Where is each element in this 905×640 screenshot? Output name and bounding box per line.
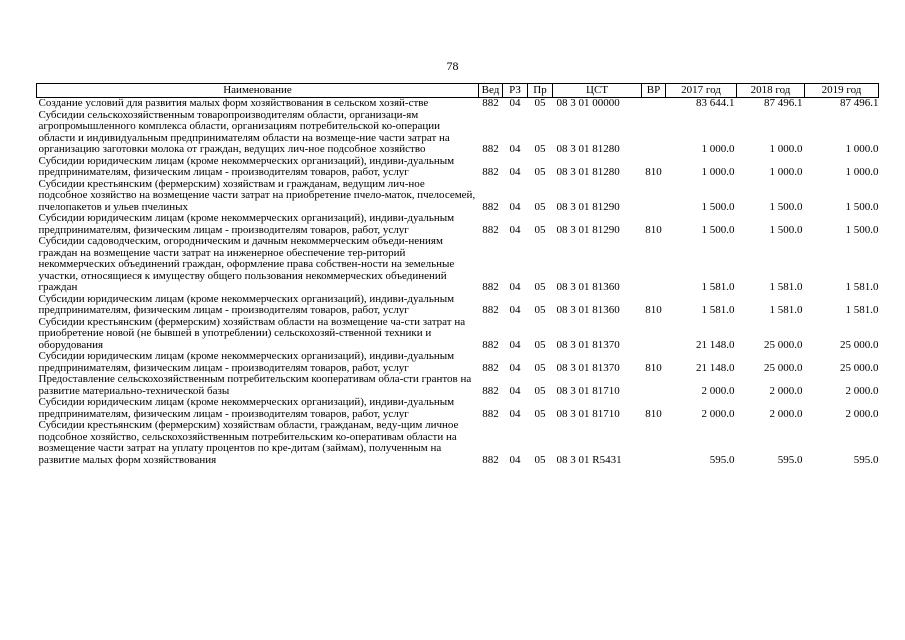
cell-rz: 04 [509,281,521,293]
cell-name: Субсидии юридическим лицам (кроме некоммерческих организаций), индиви-дуальным предпринимателям, физическим лицам - производителям товаров, работ, услуг [38,154,455,178]
cell-rz: 04 [509,166,521,178]
cell-vr: 810 [645,304,662,316]
cell-2018: 87 496.1 [764,97,803,109]
table-row [37,213,879,236]
cell-cst: 08 3 01 81370 [556,361,620,374]
cell-2018: 1 000.0 [769,143,803,155]
table-row [37,156,879,179]
cell-name: Субсидии крестьянским (фермерским) хозяйствам области, гражданам, веду-щим личное подсобное хозяйство, сельскохозяйственным потребительским ко-оперативам области на возмещение части затрат на уплату процентов по кре-дитам (займам), полученным на развитие малых форм хозяйствования [38,419,459,466]
table-header [37,84,879,98]
cell-2018: 2 000.0 [769,407,803,420]
cell-name: Субсидии садоводческим, огородническим и дачным некоммерческим объеди-нениям граждан на возмещение части затрат на инженерное обеспечение тер-риторий некоммерческих объединений граждан, оформление права собствен-ности на земельные участки, относящиеся к имуществу общего пользования некоммерческих объединений граждан [38,235,455,293]
cell-rz: 04 [509,384,521,397]
cell-cst: 08 3 01 81710 [556,407,620,420]
cell-vr [642,420,666,466]
cell-ved: 882 [482,223,499,236]
cell-pr: 05 [534,200,546,213]
column-header-vr: ВР [642,84,666,98]
cell-ved: 882 [482,166,499,178]
cell-2018: 1 581.0 [769,281,803,293]
column-header-2019: 2019 год [805,84,879,98]
cell-cst: 08 3 01 81280 [556,143,620,155]
cell-rz: 04 [509,361,521,374]
cell-2018: 2 000.0 [769,384,803,397]
cell-ved: 882 [482,384,499,397]
cell-2019: 1 581.0 [845,304,879,316]
column-header-ved: Вед [479,84,503,98]
cell-pr: 05 [534,281,546,293]
cell-cst: 08 3 01 00000 [556,97,620,109]
cell-cst: 08 3 01 81360 [556,304,620,316]
column-header-2018: 2018 год [737,84,805,98]
cell-pr: 05 [534,143,546,155]
cell-2019: 25 000.0 [840,361,879,374]
cell-vr [642,98,666,110]
cell-2017: 2 000.0 [701,384,735,397]
cell-vr [642,374,666,397]
cell-2019: 1 500.0 [845,223,879,236]
cell-2017: 1 000.0 [701,166,735,178]
table-row [37,317,879,352]
cell-pr: 05 [534,166,546,178]
cell-pr: 05 [534,223,546,236]
table-row [37,98,879,110]
cell-name: Создание условий для развития малых форм хозяйствования в сельском хозяй-стве [38,97,429,109]
cell-vr [642,179,666,214]
cell-vr: 810 [645,223,662,236]
cell-name: Субсидии юридическим лицам (кроме некоммерческих организаций), индиви-дуальным предпринимателям, физическим лицам - производителям товаров, работ, услуг [38,396,455,420]
table-row [37,179,879,214]
cell-rz: 04 [509,338,521,351]
cell-vr: 810 [645,361,662,374]
column-header-pr: Пр [528,84,553,98]
cell-2017: 1 000.0 [701,143,735,155]
cell-cst: 08 3 01 81360 [556,281,620,293]
cell-2018: 1 500.0 [769,223,803,236]
column-header-name: Наименование [37,84,479,98]
cell-cst: 08 3 01 81290 [556,200,620,213]
cell-2017: 21 148.0 [696,338,735,351]
cell-rz: 04 [509,97,521,109]
cell-name: Субсидии юридическим лицам (кроме некоммерческих организаций), индиви-дуальным предпринимателям, физическим лицам - производителям товаров, работ, услуг [38,350,455,374]
cell-ved: 882 [482,304,499,316]
table-row [37,397,879,420]
cell-name: Субсидии юридическим лицам (кроме некоммерческих организаций), индиви-дуальным предпринимателям, физическим лицам - производителям товаров, работ, услуг [38,212,455,236]
cell-2018: 25 000.0 [764,361,803,374]
cell-ved: 882 [482,281,499,293]
column-header-rz: РЗ [503,84,528,98]
cell-ved: 882 [482,200,499,213]
cell-2017: 1 500.0 [701,223,735,236]
cell-2018: 1 581.0 [769,304,803,316]
cell-pr: 05 [534,304,546,316]
cell-2019: 1 000.0 [845,166,879,178]
cell-cst: 08 3 01 R5431 [556,453,622,466]
cell-pr: 05 [534,453,546,466]
table-row [37,294,879,317]
cell-name: Предоставление сельскохозяйственным потребительским кооперативам обла-сти грантов на развитие материально-технической базы [38,373,472,397]
cell-rz: 04 [509,223,521,236]
cell-2019: 87 496.1 [840,97,879,109]
table-row [37,236,879,294]
cell-2018: 25 000.0 [764,338,803,351]
cell-vr [642,110,666,156]
cell-2017: 595.0 [709,453,735,466]
cell-vr: 810 [645,166,662,178]
cell-2017: 1 581.0 [701,304,735,316]
cell-name: Субсидии крестьянским (фермерским) хозяйствам и гражданам, ведущим лич-ное подсобное хозяйство на возмещение части затрат на приобретение пчело-маток, пчелосемей, пчелопакетов и ульев пчелиных [38,177,476,213]
cell-vr: 810 [645,407,662,420]
cell-cst: 08 3 01 81280 [556,166,620,178]
table-row [37,351,879,374]
cell-2018: 1 000.0 [769,166,803,178]
cell-2019: 1 000.0 [845,143,879,155]
cell-vr [642,236,666,294]
cell-rz: 04 [509,453,521,466]
column-header-cst: ЦСТ [553,84,642,98]
column-header-2017: 2017 год [666,84,737,98]
table-row [37,110,879,156]
cell-ved: 882 [482,453,499,466]
cell-pr: 05 [534,338,546,351]
cell-2017: 1 500.0 [701,200,735,213]
table-body [37,98,879,467]
cell-2017: 83 644.1 [696,97,735,109]
cell-rz: 04 [509,200,521,213]
cell-2019: 2 000.0 [845,407,879,420]
cell-ved: 882 [482,361,499,374]
cell-vr [642,317,666,352]
cell-2019: 2 000.0 [845,384,879,397]
cell-rz: 04 [509,407,521,420]
cell-ved: 882 [482,407,499,420]
cell-2019: 595.0 [853,453,879,466]
cell-2017: 2 000.0 [701,407,735,420]
cell-ved: 882 [482,97,499,109]
cell-2019: 1 500.0 [845,200,879,213]
cell-2017: 21 148.0 [696,361,735,374]
cell-name: Субсидии сельскохозяйственным товаропроизводителям области, организаци-ям агропромышленного комплекса области, организациям потребительской ко-операции области и индивидуальным предпринимателям области на возмеще-ние части затрат на организацию заготовки молока от граждан, ведущих лич-ное подсобное хозяйство [38,108,450,155]
cell-2019: 25 000.0 [840,338,879,351]
cell-cst: 08 3 01 81370 [556,338,620,351]
cell-ved: 882 [482,143,499,155]
cell-2018: 1 500.0 [769,200,803,213]
cell-name: Субсидии крестьянским (фермерским) хозяйствам области на возмещение ча-сти затрат на приобретение новой (не бывшей в употреблении) сельскохозяй-ственной техники и оборудования [38,315,466,351]
cell-cst: 08 3 01 81290 [556,223,620,236]
cell-2017: 1 581.0 [701,281,735,293]
page-number: 78 [446,59,459,73]
cell-rz: 04 [509,304,521,316]
budget-table [36,83,879,466]
cell-cst: 08 3 01 81710 [556,384,620,397]
cell-pr: 05 [534,361,546,374]
cell-2018: 595.0 [777,453,803,466]
cell-rz: 04 [509,143,521,155]
cell-ved: 882 [482,338,499,351]
table-row [37,420,879,466]
cell-pr: 05 [534,407,546,420]
cell-name: Субсидии юридическим лицам (кроме некоммерческих организаций), индиви-дуальным предпринимателям, физическим лицам - производителям товаров, работ, услуг [38,292,455,316]
cell-pr: 05 [534,384,546,397]
cell-2019: 1 581.0 [845,281,879,293]
table-row [37,374,879,397]
cell-pr: 05 [534,97,546,109]
